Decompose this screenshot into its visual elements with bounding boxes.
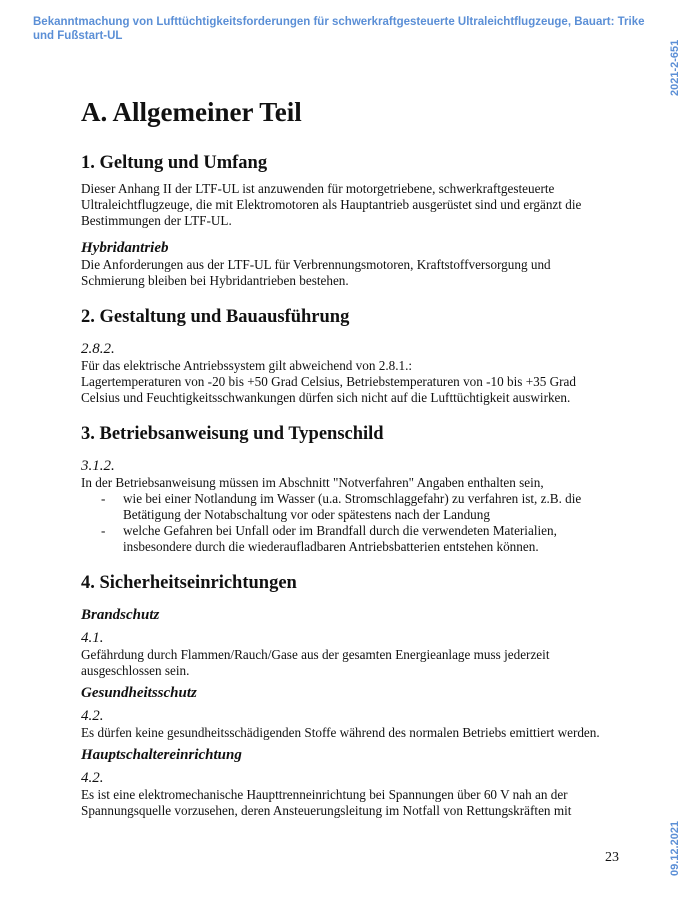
emergency-list: [81, 491, 616, 555]
hybrid-subheading: Hybridantrieb: [81, 240, 169, 256]
section-2-heading: 2. Gestaltung und Bauausführung: [81, 307, 350, 327]
clause-text: In der Betriebsanweisung müssen im Abschnitt "Notverfahren" Angaben enthalten sein,: [81, 475, 544, 490]
section-1-text: Dieser Anhang II der LTF-UL ist anzuwenden für motorgetriebene, schwerkraftgesteuerte Ultraleichtflugzeuge, die mit Elektromotoren als Hauptantrieb ausgerüstet sind und ergänzt die Bestimmungen der LTF-UL.: [81, 181, 582, 228]
main-switch-subheading: Hauptschaltereinrichtung: [81, 747, 242, 763]
clause-text: Gefährdung durch Flammen/Rauch/Gase aus der gesamten Energieanlage muss jederzeit ausgeschlossen sein.: [81, 647, 550, 678]
document-body: [81, 95, 616, 819]
clause-text: Für das elektrische Antriebssystem gilt abweichend von 2.8.1.:: [81, 358, 413, 373]
page-number: 23: [605, 850, 619, 865]
page-title: A. Allgemeiner Teil: [81, 97, 302, 127]
section-1-heading: 1. Geltung und Umfang: [81, 153, 268, 173]
list-dash: -: [101, 523, 106, 538]
section-4-heading: 4. Sicherheitseinrichtungen: [81, 573, 297, 593]
health-protection-subheading: Gesundheitsschutz: [81, 685, 197, 701]
clause-text: Es ist eine elektromechanische Haupttrenneinrichtung bei Spannungen über 60 V nah an der Spannungsquelle vorzusehen, deren Ansteuerungsleitung im Notfall von Rettungskräften mit: [81, 787, 572, 818]
hybrid-text: Die Anforderungen aus der LTF-UL für Verbrennungsmotoren, Kraftstoffversorgung und Schmierung bleiben bei Hybridantrieben bestehen.: [81, 257, 551, 288]
list-item-text: welche Gefahren bei Unfall oder im Brandfall durch die verwendeten Materialien, insbesondere durch die wiederaufladbaren Antriebsbatterien entstehen können.: [123, 523, 557, 554]
publication-date: 09.12.2021: [669, 820, 681, 876]
list-item-text: wie bei einer Notlandung im Wasser (u.a. Stromschlaggefahr) zu verfahren ist, z.B. die Betätigung der Notabschaltung vor oder spätestens nach der Landung: [123, 491, 582, 522]
list-item: [101, 491, 616, 523]
clause-number: 4.1.: [81, 630, 104, 646]
clause-text: Es dürfen keine gesundheitsschädigenden Stoffe während des normalen Betriebs emittiert werden.: [81, 725, 600, 740]
document-number: 2021-2-651: [669, 39, 681, 96]
clause-number: 3.1.2.: [81, 458, 115, 474]
fire-protection-subheading: Brandschutz: [81, 607, 160, 623]
clause-text: Lagertemperaturen von -20 bis +50 Grad Celsius, Betriebstemperaturen von -10 bis +35 Grad Celsius und Feuchtigkeitsschwankungen dürfen sich nicht auf die Lufttüchtigkeit auswirken.: [81, 374, 576, 405]
list-item: [101, 523, 616, 555]
clause-number: 4.2.: [81, 770, 104, 786]
list-dash: -: [101, 491, 106, 506]
section-3-heading: 3. Betriebsanweisung und Typenschild: [81, 424, 384, 444]
clause-number: 2.8.2.: [81, 341, 115, 357]
document-header: Bekanntmachung von Lufttüchtigkeitsforderungen für schwerkraftgesteuerte Ultraleichtflugzeuge, Bauart: Trike und Fußstart-UL: [33, 16, 645, 42]
clause-number: 4.2.: [81, 708, 104, 724]
